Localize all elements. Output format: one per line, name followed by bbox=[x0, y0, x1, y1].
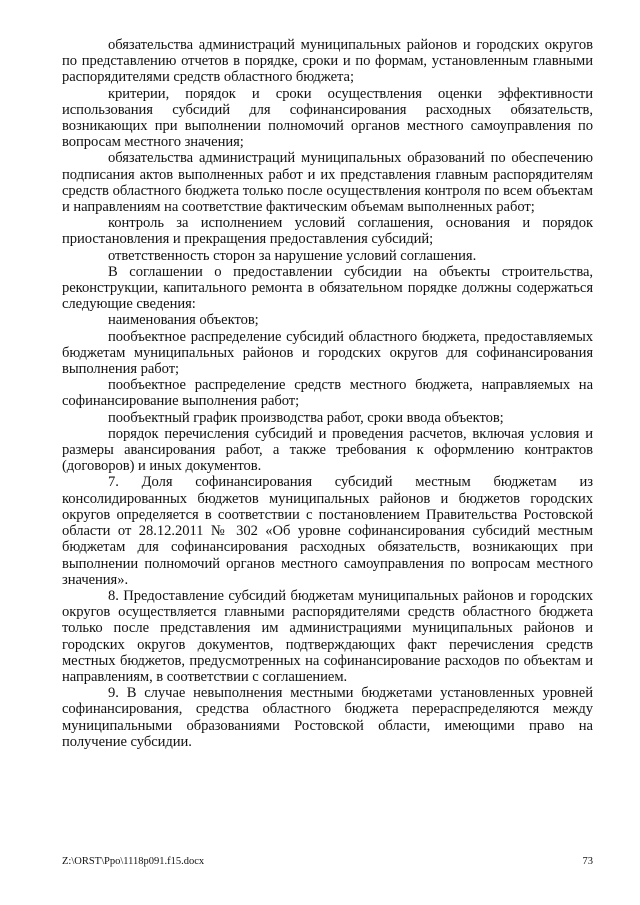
paragraph-8: пообъектное распределение субсидий областного бюджета, предоставляемых бюджетам муниципальных районов и городских округов для софинансирования выполнения работ; bbox=[62, 328, 593, 378]
paragraph-3: обязательства администраций муниципальных образований по обеспечению подписания актов выполненных работ и их представления главным распорядителям средств областного бюджета только после осуществления контроля по всем объектам и направлениям на соответствие фактическим объемам выполненных работ; bbox=[62, 150, 593, 216]
paragraph-5: ответственность сторон за нарушение условий соглашения. bbox=[108, 247, 477, 264]
paragraph-6: В соглашении о предоставлении субсидии на объекты строительства, реконструкции, капитального ремонта в обязательном порядке должны содержаться следующие сведения: bbox=[62, 263, 593, 313]
paragraph-2: критерии, порядок и сроки осуществления оценки эффективности использования субсидий для софинансирования расходных обязательств, возникающих при выполнении полномочий органов местного самоуправления по вопросам местного значения; bbox=[62, 85, 593, 151]
paragraph-9: пообъектное распределение средств местного бюджета, направляемых на софинансирование выполнения работ; bbox=[62, 377, 593, 410]
document-body bbox=[62, 37, 593, 750]
footer-page-number: 73 bbox=[582, 856, 593, 867]
paragraph-1: обязательства администраций муниципальных районов и городских округов по представлению отчетов в порядке, сроки и по формам, установленным главными распорядителями средств областного бюджета; bbox=[62, 37, 593, 86]
paragraph-7: наименования объектов; bbox=[108, 312, 259, 329]
paragraph-14: 9. В случае невыполнения местными бюджетами установленных уровней софинансирования, средства областного бюджета перераспределяются между муниципальными образованиями Ростовской области, имеющими право на получение субсидии. bbox=[62, 685, 593, 750]
paragraph-13: 8. Предоставление субсидий бюджетам муниципальных районов и городских округов осуществляется главными распорядителями средств областного бюджета только после представления им администрациями муниципальных районов и городских округов документов, подтверждающих факт перечисления средств местных бюджетов, предусмотренных на софинансирование расходов по объектам и направлениям, в соответствии с соглашением. bbox=[62, 587, 593, 685]
paragraph-12: 7. Доля софинансирования субсидий местным бюджетам из консолидированных бюджетов муниципальных районов и бюджетов городских округов определяется в соответствии с постановлением Правительства Ростовской области от 28.12.2011 № 302 «Об уровне софинансирования субсидий местным бюджетам для софинансирования расходных обязательств, возникающих при выполнении полномочий органов местного самоуправления по вопросам местного значения». bbox=[62, 474, 593, 588]
paragraph-10: пообъектный график производства работ, сроки ввода объектов; bbox=[108, 409, 504, 426]
footer-file-path: Z:\ORST\Ppo\1118p091.f15.docx bbox=[62, 856, 205, 867]
paragraph-4: контроль за исполнением условий соглашения, основания и порядок приостановления и прекращения предоставления субсидий; bbox=[62, 215, 593, 248]
paragraph-11: порядок перечисления субсидий и проведения расчетов, включая условия и размеры авансирования работ, а также требования к оформлению контрактов (договоров) и иных документов. bbox=[62, 425, 593, 475]
